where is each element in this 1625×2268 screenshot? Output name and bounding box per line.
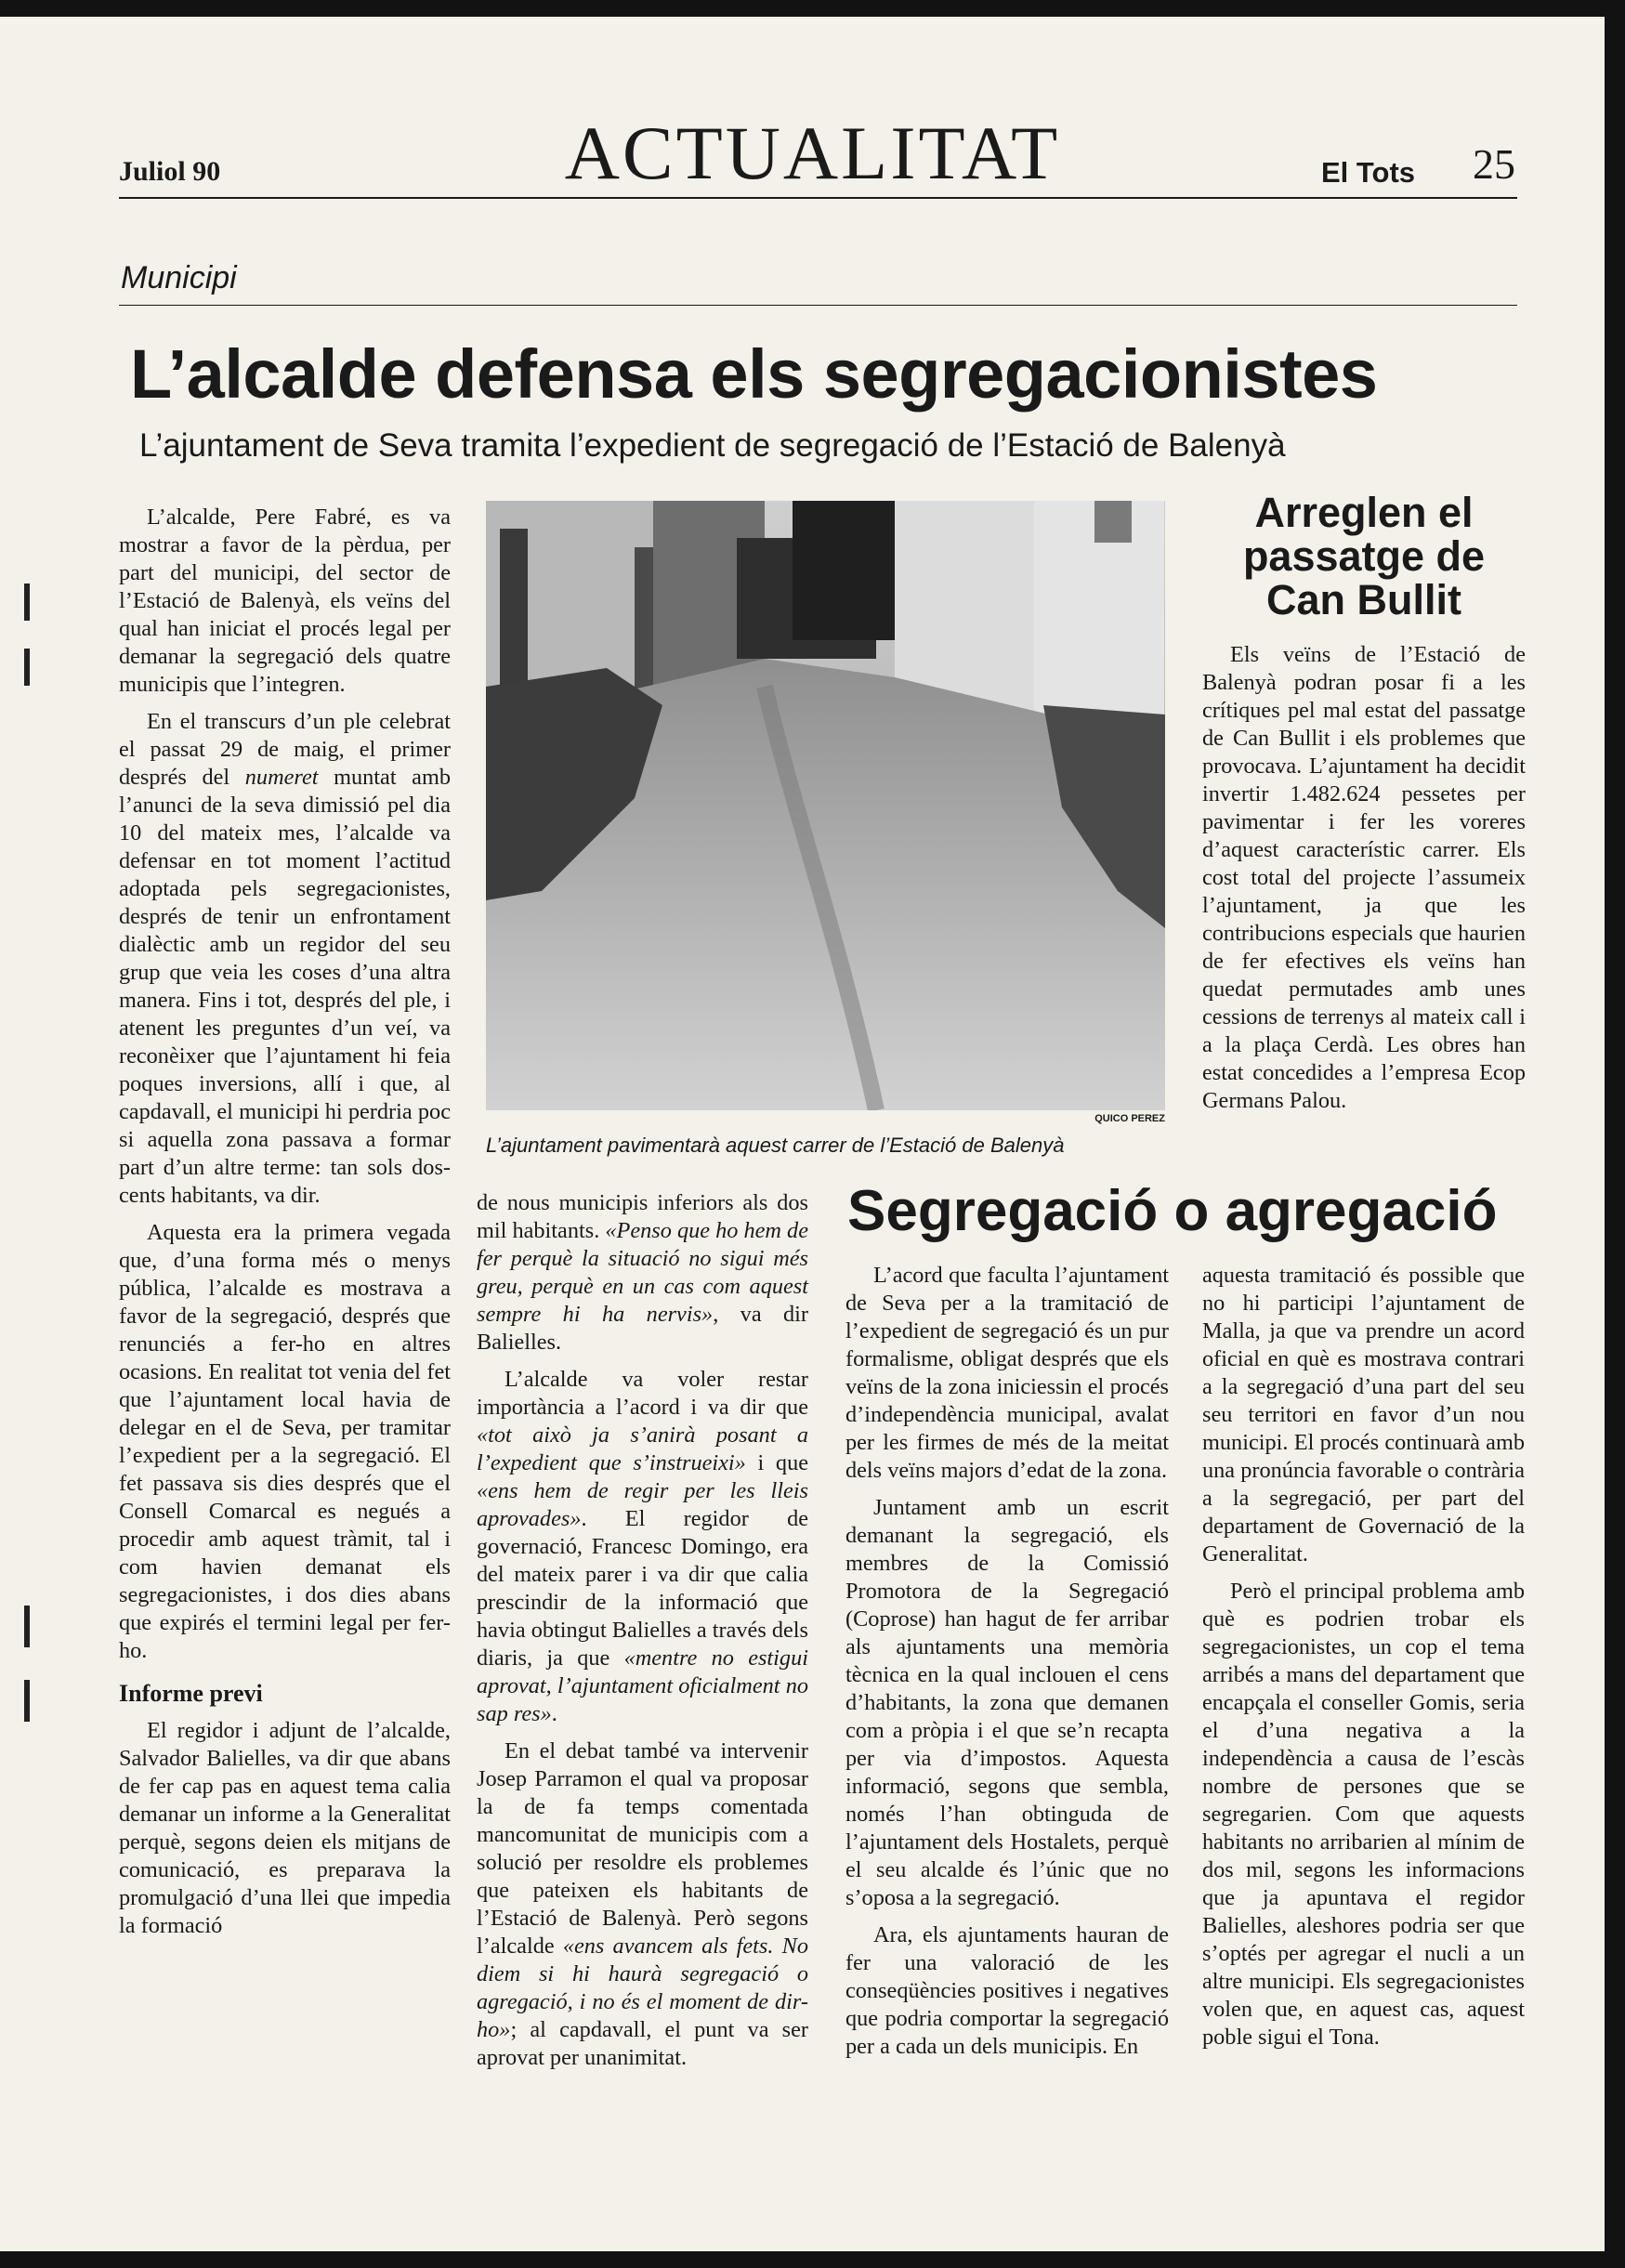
- paragraph: L’acord que faculta l’ajuntament de Seva per a la tramitació de l’expedient de segregació és un pur formalisme, obligat després que els veïns de la zona iniciessin el procés d’independència municipal, avalat per les firmes de més de la meitat dels veïns majors d’edat de la zona.: [845, 1263, 1169, 1483]
- paragraph: de nous municipis inferiors als dos mil habitants. «Penso que ho hem de fer perquè la situació no sigui més greu, perquè en un cas com aquest sempre hi ha nervis», va dir Balielles.: [477, 1190, 808, 1355]
- section-heading: ACTUALITAT: [564, 111, 1061, 195]
- street-photo: [486, 501, 1165, 1110]
- binding-mark: [24, 1680, 30, 1722]
- section-label: Municipi: [121, 260, 237, 295]
- photo-credit: QUICO PEREZ: [1094, 1113, 1165, 1124]
- subheadline: L’ajuntament de Seva tramita l’expedient de segregació de l’Estació de Balenyà: [139, 427, 1286, 464]
- binding-mark: [24, 583, 30, 621]
- newspaper-page: [0, 17, 1605, 2251]
- header-rule: [119, 197, 1517, 199]
- subheading: Informe previ: [119, 1680, 263, 1707]
- paragraph: L’alcalde va voler restar importància a l’acord i va dir que «tot això ja s’anirà posant a l’expedient que s’instrueixi» i que «ens hem de regir per les lleis aprovades». El regidor de governació, Francesc Domingo, era del mateix parer i va dir que calia prescindir de la informació que havia obtingut Balielles a través dels diaris, ja que «mentre no estigui aprovat, l’ajuntament oficialment no sap res».: [477, 1367, 808, 1726]
- paragraph: Juntament amb un escrit demanant la segregació, els membres de la Comissió Promotora de la Segregació (Coprose) han hagut de fer arribar als ajuntaments una memòria tècnica en la qual inclouen el cens d’habitants, la zona que demanen com a pròpia i el que se’n recapta per via d’impostos. Aquesta informació, segons que sembla, només l’han obtinguda de l’ajuntament dels Hostalets, perquè el seu alcalde és l’únic que no s’oposa a la segregació.: [845, 1495, 1169, 1910]
- article2-column-1: [845, 1262, 1169, 2061]
- publication-name: El Tots: [1321, 156, 1416, 189]
- paragraph: En el transcurs d’un ple celebrat el passat 29 de maig, el primer després del numeret muntat amb l’anunci de la seva dimissió pel dia 10 del mateix mes, l’alcalde va defensar en tot moment l’actitud adoptada pels segregacionistes, després de tenir un enfrontament dialèctic amb un regidor del seu grup que veia les coses d’una altra manera. Fins i tot, després del ple, i atenent les preguntes d’un veí, va reconèixer que l’ajuntament hi feia poques inversions, allí i que, al capdavall, el municipi hi perdria poc si aquella zona passava a formar part d’un altre terme: tan sols dos-cents habitants, va dir.: [119, 709, 451, 1208]
- sidebar-headline: Arreglen el passatge de Can Bullit: [1242, 489, 1486, 623]
- article-column-2: [477, 1189, 808, 2072]
- paragraph: En el debat també va intervenir Josep Parramon el qual va proposar la de fa temps comentada mancomunitat de municipis com a solució per resoldre els problemes que pateixen els habitants de l’Estació de Balenyà. Però segons l’alcalde «ens avancem als fets. No diem si hi haurà segregació o agregació, i no és el moment de dir-ho»; al capdavall, el punt va ser aprovat per unanimitat.: [477, 1738, 809, 2070]
- paragraph: Els veïns de l’Estació de Balenyà podran posar fi a les crítiques pel mal estat del passatge de Can Bullit i els problemes que provocava. L’ajuntament ha decidit invertir 1.482.624 pessetes per pavimentar i fer les voreres d’aquest característic carrer. Els cost total del projecte l’assumeix l’ajuntament, ja que les contribucions especials que haurien de fer efectives els veïns han quedat permutades amb unes cessions de terrenys al mateix call i a la plaça Cerdà. Les obres han estat concedides a l’empresa Ecop Germans Palou.: [1202, 642, 1526, 1113]
- headline: L’alcalde defensa els segregacionistes: [130, 335, 1378, 413]
- binding-mark: [24, 1606, 30, 1647]
- page-number: 25: [1473, 140, 1515, 188]
- article-column-1: [119, 504, 451, 1940]
- street-photo-image: [486, 501, 1165, 1110]
- article2-column-2: [1202, 1262, 1525, 2052]
- paragraph: aquesta tramitació és possible que no hi participi l’ajuntament de Malla, ja que va prendre un acord oficial en què es mostrava contrari a la segregació d’una part del seu seu territori en favor d’un nou municipi. El procés continuarà amb una pronúncia favorable o contrària a la segregació, per part del departament de Governació de la Generalitat.: [1202, 1263, 1525, 1567]
- paragraph: Aquesta era la primera vegada que, d’una forma més o menys pública, l’alcalde es mostrava a favor de la segregació, després que renunciés a fer-ho en altres ocasions. En realitat tot venia del fet que l’ajuntament local havia de delegar en el de Seva, per tramitar l’expedient per a la segregació. El fet passava sis dies després que el Consell Comarcal es negués a procedir amb aquest tràmit, tal i com havien demanat els segregacionistes, i dos dies abans que expirés el termini legal per fer-ho.: [119, 1220, 451, 1663]
- article2-headline: Segregació o agregació: [847, 1179, 1498, 1243]
- paragraph: L’alcalde, Pere Fabré, es va mostrar a favor de la pèrdua, per part del municipi, del sector de l’Estació de Balenyà, els veïns del qual han iniciat el procés legal per demanar la segregació dels quatre municipis que l’integren.: [119, 505, 451, 697]
- section-rule: [119, 305, 1517, 306]
- paragraph: Ara, els ajuntaments hauran de fer una valoració de les conseqüències positives i negatives que podria comportar la segregació per a cada un dels municipis. En: [845, 1922, 1169, 2059]
- paragraph: Però el principal problema amb què es podrien trobar els segregacionistes, un cop el tema arribés a mans del departament que encapçala el conseller Gomis, seria el d’una negativa a la independència a causa de l’escàs nombre de persones que se segregarien. Com que aquests habitants no arribarien al mínim de dos mil, segons les informacions que ja apuntava el regidor Balielles, aleshores podria ser que s’optés per agregar el nucli a un altre municipi. Els segregacionistes volen que, en aquest cas, aquest poble sigui el Tona.: [1202, 1579, 1525, 2050]
- paragraph: El regidor i adjunt de l’alcalde, Salvador Balielles, va dir que abans de fer cap pas en aquest tema calia demanar un informe a la Generalitat perquè, segons deien els mitjans de comunicació, es preparava la promulgació d’una llei que impedia la formació: [119, 1718, 451, 1938]
- binding-mark: [24, 649, 30, 686]
- sidebar-body: [1202, 641, 1526, 1115]
- photo-caption: L’ajuntament pavimentarà aquest carrer de l’Estació de Balenyà: [486, 1134, 1065, 1157]
- issue-date: Juliol 90: [119, 156, 221, 187]
